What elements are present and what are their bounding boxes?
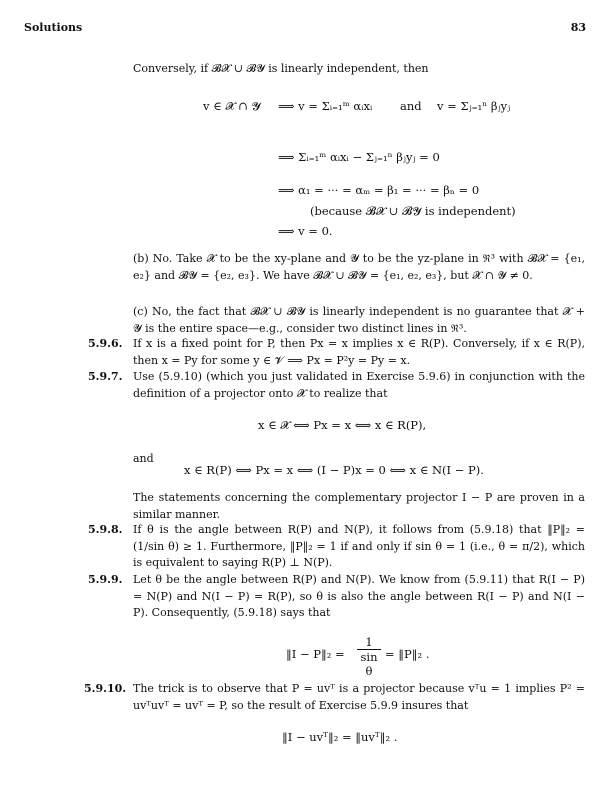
eq1-line1-left: v ∈ 𝓧 ∩ 𝓨 (203, 99, 261, 113)
eq1-line1-and: and (400, 99, 422, 113)
exercise-5-9-9-text: Let θ be the angle between R(P) and N(P). We know from (5.9.11) that R(I − P) = N(P) and N(I − P) = R(P), so θ is also the angle between R(I − P) and N(I − P). Consequently, (5.9.18) says that (133, 573, 585, 619)
exercise-5-9-7-eq-b: x ∈ R(P) ⟺ Px = x ⟺ (I − P)x = 0 ⟺ x ∈ N(I − P). (184, 463, 484, 477)
part-c: (c) No, the fact that 𝓑𝓧 ∪ 𝓑𝓨 is linearly independent is no guarantee that 𝓧 + 𝓨 is the entire space—e.g., consider two distinct lines in ℜ³. (133, 305, 585, 335)
exercise-5-9-7-number: 5.9.7. (88, 370, 123, 383)
eq1-line3: ⟹ α₁ = ··· = αₘ = β₁ = ··· = βₙ = 0 (278, 183, 480, 197)
fraction-numerator: 1 (357, 635, 381, 650)
eq1-line1-mid: ⟹ v = Σᵢ₌₁ᵐ αᵢxᵢ (278, 99, 373, 113)
exercise-5-9-10-number: 5.9.10. (84, 682, 127, 695)
exercise-5-9-8-text: If θ is the angle between R(P) and N(P), it follows from (5.9.18) that ‖P‖₂ = (1/sin θ) ≥ 1. Furthermore, ‖P‖₂ = 1 if and only if sin θ = 1 (i.e., θ = π/2), which is equivalent to saying R(P) ⊥ N(P). (133, 523, 585, 569)
exercise-5-9-6-text: If x is a fixed point for P, then Px = x implies x ∈ R(P). Conversely, if x ∈ R(P), then x = Py for some y ∈ 𝓥 ⟹ Px = P²y = Py = x. (133, 337, 585, 367)
exercise-5-9-9-eq-right: = ‖P‖₂ . (385, 647, 430, 661)
header-title: Solutions (24, 21, 83, 34)
exercise-5-9-7-after: The statements concerning the complementary projector I − P are proven in a similar manner. (133, 491, 585, 521)
fraction (357, 635, 381, 678)
eq1-line5: ⟹ v = 0. (278, 224, 333, 238)
eq1-line4: (because 𝓑𝓧 ∪ 𝓑𝓨 is independent) (310, 204, 516, 218)
exercise-5-9-6-number: 5.9.6. (88, 337, 123, 350)
exercise-5-9-9-number: 5.9.9. (88, 573, 123, 586)
exercise-5-9-7-text: Use (5.9.10) (which you just validated in Exercise 5.9.6) in conjunction with the definition of a projector onto 𝓧 to realize that (133, 370, 585, 400)
part-b: (b) No. Take 𝓧 to be the xy-plane and 𝓨 to be the yz-plane in ℜ³ with 𝓑𝓧 = {e₁, e₂} and 𝓑𝓨 = {e₂, e₃}. We have 𝓑𝓧 ∪ 𝓑𝓨 = {e₁, e₂, e₃}, but 𝓧 ∩ 𝓨 ≠ 0. (133, 252, 585, 282)
exercise-5-9-10-text: The trick is to observe that P = uvᵀ is a projector because vᵀu = 1 implies P² = uvᵀuvᵀ = uvᵀ = P, so the result of Exercise 5.9.9 insures that (133, 682, 585, 712)
page-number: 83 (570, 21, 586, 34)
intro-text: Conversely, if 𝓑𝓧 ∪ 𝓑𝓨 is linearly independent, then (133, 62, 429, 75)
exercise-5-9-7-and: and (133, 452, 154, 465)
exercise-5-9-10-eq: ‖I − uvᵀ‖₂ = ‖uvᵀ‖₂ . (282, 730, 398, 744)
fraction-denominator: sin θ (360, 650, 378, 678)
eq1-line2: ⟹ Σᵢ₌₁ᵐ αᵢxᵢ − Σⱼ₌₁ⁿ βⱼyⱼ = 0 (278, 150, 440, 164)
eq1-line1-right: v = Σⱼ₌₁ⁿ βⱼyⱼ (437, 99, 511, 113)
exercise-5-9-7-eq-a: x ∈ 𝓧 ⟺ Px = x ⟺ x ∈ R(P), (258, 418, 427, 432)
exercise-5-9-9-eq-left: ‖I − P‖₂ = (286, 647, 345, 661)
exercise-5-9-8-number: 5.9.8. (88, 523, 123, 536)
